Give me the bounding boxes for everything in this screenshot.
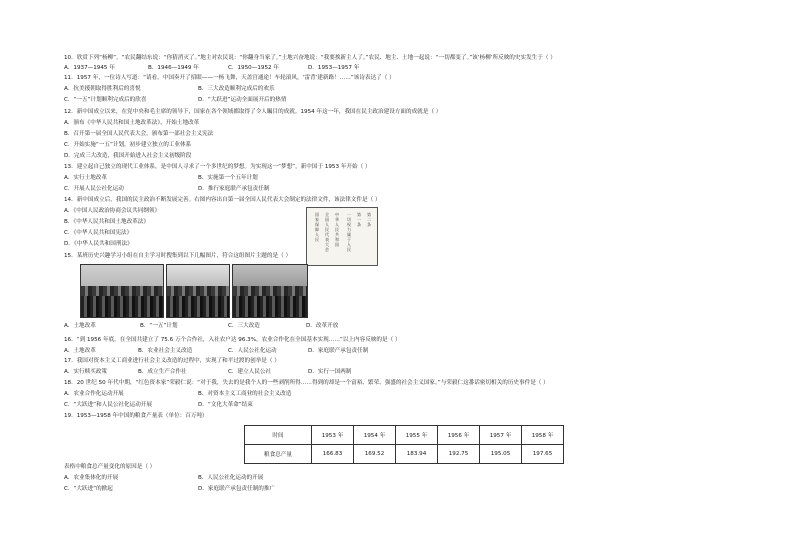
q17-option-a: A．实行赎买政策 — [64, 369, 107, 375]
q18-stem: 18．20 世纪 50 年代中期，“红色资本家”荣毅仁说：“对于我，失去的是我个人的一些剥削所得……得到的却是一个富裕、繁荣、强盛的社会主义国家。”与荣毅仁这番话密切相关的历史事件是（ ） — [64, 380, 549, 386]
table-cell: 183.94 — [396, 445, 438, 464]
scroll-text-col: 一切权力属于人民 — [347, 212, 351, 252]
q19-option-b: B．人民公社化运动的开展 — [198, 475, 264, 481]
table-header-cell: 1957 年 — [480, 426, 522, 445]
q14-option-a: A．《中国人民政治协商会议共同纲领》 — [64, 208, 161, 214]
q12-option-a: A．颁布《中华人民共和国土地改革法》，开始土地改革 — [64, 120, 200, 126]
table-header-cell: 1955 年 — [396, 426, 438, 445]
q15-stem: 15．某班历史兴趣学习小组在自主学习时搜集到以下几幅图片，符合这组图片主题的是（ ） — [64, 253, 292, 259]
q14-option-d: D．《中华人民共和国刑法》 — [64, 241, 133, 247]
q10-option-c: C．1950—1952 年 — [228, 65, 279, 71]
q18-option-a: A．农业合作化运动开展 — [64, 391, 124, 397]
q12-stem: 12．新中国成立以来，在党中央和毛主席的领导下，国家在各个领域都取得了令人瞩目的成就。1954 年这一年，我国在民主政治建设方面的成就是（ ） — [64, 109, 442, 115]
q15-option-d: D．改革开放 — [306, 323, 339, 329]
q16-option-d: D．家庭联产承包责任制 — [308, 348, 369, 354]
q13-stem: 13．建立起自己独立的现代工业体系，是中国人寻求了一个多世纪的梦想。为实现这一“梦想”，新中国于 1953 年开始（ ） — [64, 164, 371, 170]
q14-option-b: B．《中华人民共和国土地改革法》 — [64, 219, 149, 225]
q19-option-d: D．家庭联产承包责任制的推广 — [198, 486, 276, 492]
q18-option-b: B．对资本主义工商业的社会主义改造 — [198, 391, 292, 397]
scroll-text-col: 全国人民代表大会 — [325, 212, 329, 252]
q11-stem: 11．1957 年，一位诗人写道：“请看，中国奏开了招眼——一杨飞舞，天盖宫通途！车轮滚风，‘雷背’建新路！……”该诗表达了（ ） — [64, 75, 395, 81]
q11-option-a: A．抗美援朝取得胜利后的喜悦 — [64, 86, 141, 92]
photo-land-reform — [80, 264, 164, 318]
table-cell: 166.83 — [312, 445, 354, 464]
table-header-cell: 时间 — [245, 426, 312, 445]
q16-option-c: C．人民公社化运动 — [228, 348, 277, 354]
table-cell: 195.05 — [480, 445, 522, 464]
q18-option-c: C．“大跃进”和人民公社化运动开展 — [64, 402, 153, 408]
q16-option-b: B．农业社会主义改造 — [138, 348, 193, 354]
photo-first-five-year-plan — [166, 264, 230, 318]
q12-option-d: D．完成三大改造，我国开始进入社会主义初级阶段 — [64, 153, 192, 159]
table-header-row — [245, 426, 564, 445]
q19-option-a: A．农业集体化的开展 — [64, 475, 119, 481]
q12-option-c: C．开始实施“一五”计划，初步建立独立的工业体系 — [64, 142, 192, 148]
q13-option-a: A．实行土地改革 — [64, 175, 107, 181]
q17-option-b: B．成立生产合作社 — [138, 369, 187, 375]
q19-option-c: C．“大跃进”的掀起 — [64, 486, 113, 492]
table-header-cell: 1954 年 — [354, 426, 396, 445]
q11-option-b: B．三大改造顺利完成后的欢乐 — [198, 86, 275, 92]
table-cell: 169.52 — [354, 445, 396, 464]
q15-option-c: C．三大改造 — [228, 323, 260, 329]
q11-option-d: D．“大跃进”运动全面展开后的热情 — [198, 97, 287, 103]
q17-stem: 17．我国对资本主义工商业进行社会主义改造的过程中，实现了和平过渡的创举是（ ） — [64, 358, 280, 364]
table-cell: 粮食总产量 — [245, 445, 312, 464]
scroll-text-col: 中华人民共和国 — [335, 212, 339, 247]
q16-option-a: A．土地改革 — [64, 348, 96, 354]
q13-option-d: D．推行家庭联产承包责任制 — [198, 186, 270, 192]
table-cell: 192.75 — [438, 445, 480, 464]
table-header-cell: 1956 年 — [438, 426, 480, 445]
q19-stem: 19．1953—1958 年中国的粮食产量表（单位：百万吨） — [64, 413, 208, 419]
q12-option-b: B．召开第一届全国人民代表大会，颁布第一部社会主义宪法 — [64, 131, 214, 137]
scroll-text-col: 第一条 — [357, 212, 361, 227]
photo-socialist-transformation — [232, 264, 308, 318]
grain-output-table — [244, 425, 564, 464]
q10-option-d: D．1953—1957 年 — [308, 65, 360, 71]
q10-option-b: B．1946—1949 年 — [148, 65, 199, 71]
q13-option-c: C．开展人民公社化运动 — [64, 186, 124, 192]
q18-option-d: D．“文化大革命”结束 — [198, 402, 253, 408]
q17-option-c: C．建立人民公社 — [228, 369, 272, 375]
q10-stem: 10．欣赏下列“杨柳”，“农民翻结东说：“你猜消灭了。”地主对农民说：“你翻身当家了。”土地兴奋地说：“我要挨新主人了。”农民、地主、土地一起说：“一切都变了。”该‘杨柳’所反映的史实发生于（ ） — [64, 55, 556, 61]
table-cell: 197.65 — [522, 445, 564, 464]
table-header-cell: 1953 年 — [312, 426, 354, 445]
q11-option-c: C．“一五”计划顺利完成后的欣喜 — [64, 97, 147, 103]
q16-stem: 16．“到 1956 年底，在全国共建立了 75.6 万个合作社，入社农户达 96.3%，农业合作化在全国基本实现……”以上内容反映的是（ ） — [64, 337, 401, 343]
q14-stem: 14．新中国成立后，我国的民主政治不断发展完善。右图内容出自第一届全国人民代表大会制定的法律文件，该法律文件是（ ） — [64, 197, 381, 203]
table-header-cell: 1958 年 — [522, 426, 564, 445]
scroll-text-col: 国家保障人民 — [315, 212, 319, 242]
scroll-text-col: 第二条 — [367, 212, 371, 227]
q14-option-c: C．《中华人民共和国宪法》 — [64, 230, 133, 236]
table-row — [245, 445, 564, 464]
q15-option-a: A．土地改革 — [64, 323, 96, 329]
q19-question: 表格中粮食总产量变化的原因是（ ） — [64, 464, 156, 470]
q17-option-d: D．实行一国两制 — [308, 369, 352, 375]
q15-option-b: B．“一五”计划 — [140, 323, 178, 329]
q10-option-a: A．1937—1945 年 — [64, 65, 115, 71]
q13-option-b: B．实施第一个五年计划 — [198, 175, 258, 181]
constitution-scroll-image — [306, 207, 378, 266]
